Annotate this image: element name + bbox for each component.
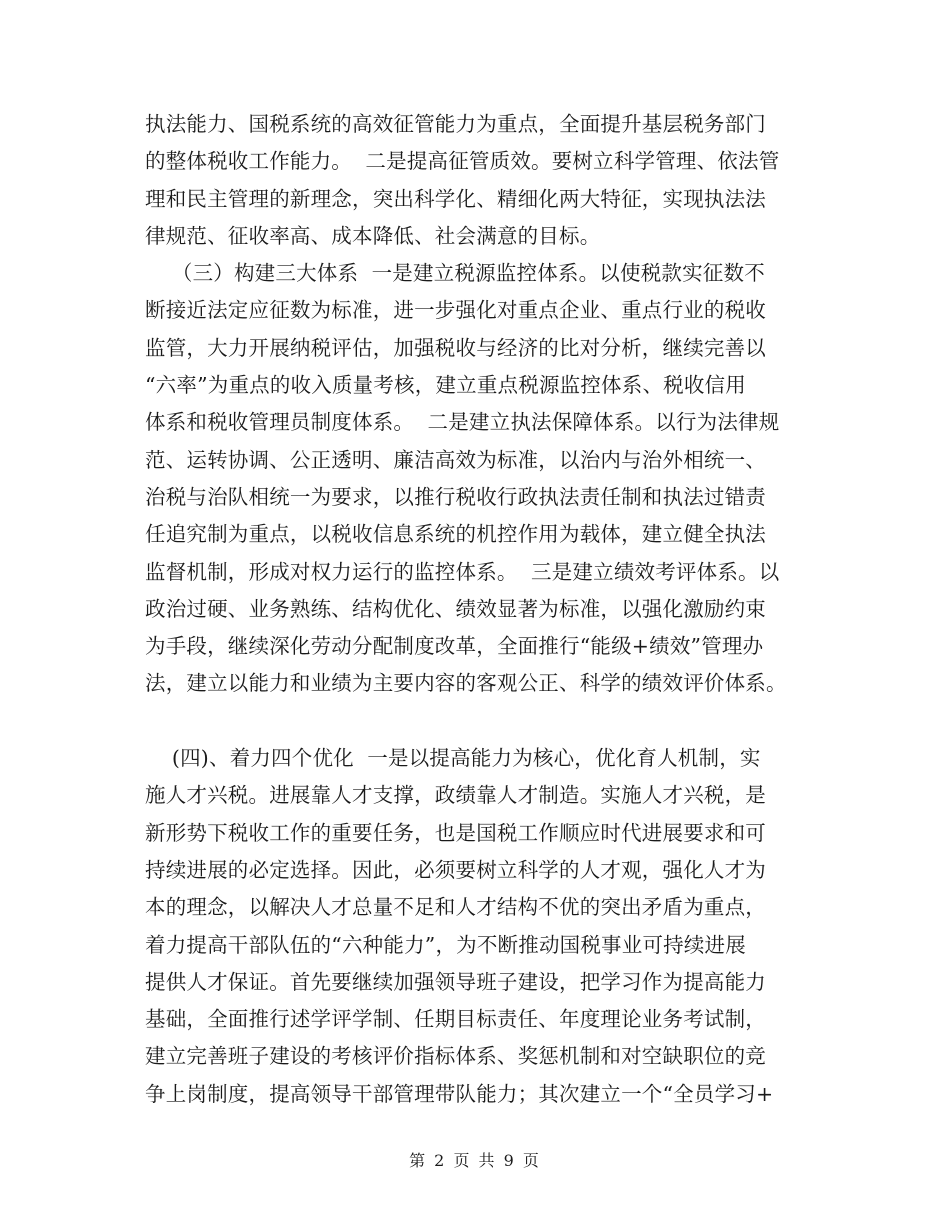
- document-body: [145, 106, 810, 1113]
- text-line: 法，建立以能力和业绩为主要内容的客观公正、科学的绩效评价体系。: [145, 671, 787, 696]
- text-line: 体系和税收管理员制度体系。 二是建立执法保障体系。以行为法律规: [145, 410, 780, 435]
- text-line: 新形势下税收工作的重要任务，也是国税工作顺应时代进展要求和可: [145, 820, 766, 845]
- text-line: 施人才兴税。进展靠人才支撑，政绩靠人才制造。实施人才兴税，是: [145, 783, 766, 808]
- text-line: (四)、着力四个优化 一是以提高能力为核心，优化育人机制，实: [145, 746, 761, 771]
- text-line: 监督机制，形成对权力运行的监控体系。 三是建立绩效考评体系。以: [145, 559, 780, 584]
- text-line: 基础，全面推行述学评学制、任期目标责任、年度理论业务考试制，: [145, 1007, 766, 1032]
- page-footer: 第 2 页 共 9 页: [409, 1151, 541, 1170]
- text-line: 范、运转协调、公正透明、廉洁高效为标准，以治内与治外相统一、: [145, 447, 766, 472]
- text-line: 本的理念，以解决人才总量不足和人才结构不优的突出矛盾为重点，: [145, 895, 766, 920]
- text-line: 执法能力、国税系统的高效征管能力为重点，全面提升基层税务部门: [145, 112, 766, 136]
- text-line: 律规范、征收率高、成本降低、社会满意的目标。: [145, 223, 601, 248]
- paragraph-gap: [145, 703, 810, 740]
- text-line: 治税与治队相统一为要求，以推行税收行政执法责任制和执法过错责: [145, 484, 766, 509]
- text-line: （三）构建三大体系 一是建立税源监控体系。以使税款实征数不: [145, 261, 765, 286]
- text-line: 为手段，继续深化劳动分配制度改革，全面推行“能级+绩效”管理办: [145, 634, 764, 659]
- text-line: 理和民主管理的新理念，突出科学化、精细化两大特征，实现执法法: [145, 186, 766, 211]
- text-line: 着力提高干部队伍的“六种能力”，为不断推动国税事业可持续进展: [145, 932, 746, 957]
- text-line: 的整体税收工作能力。 二是提高征管质效。要树立科学管理、依法管: [145, 149, 780, 174]
- text-line: 提供人才保证。首先要继续加强领导班子建设，把学习作为提高能力: [145, 969, 766, 994]
- text-line: 建立完善班子建设的考核评价指标体系、奖惩机制和对空缺职位的竞: [145, 1044, 766, 1069]
- text-line: 监管，大力开展纳税评估，加强税收与经济的比对分析，继续完善以: [145, 335, 766, 360]
- text-line: “六率”为重点的收入质量考核，建立重点税源监控体系、税收信用: [145, 373, 746, 398]
- text-line: 断接近法定应征数为标准，进一步强化对重点企业、重点行业的税收: [145, 298, 766, 323]
- text-line: 持续进展的必定选择。因此，必须要树立科学的人才观，强化人才为: [145, 857, 766, 882]
- text-line: 任追究制为重点，以税收信息系统的机控作用为载体，建立健全执法: [145, 522, 766, 547]
- text-line: 政治过硬、业务熟练、结构优化、绩效显著为标准，以强化激励约束: [145, 596, 766, 621]
- text-line: 争上岗制度，提高领导干部管理带队能力；其次建立一个“全员学习+: [145, 1081, 774, 1106]
